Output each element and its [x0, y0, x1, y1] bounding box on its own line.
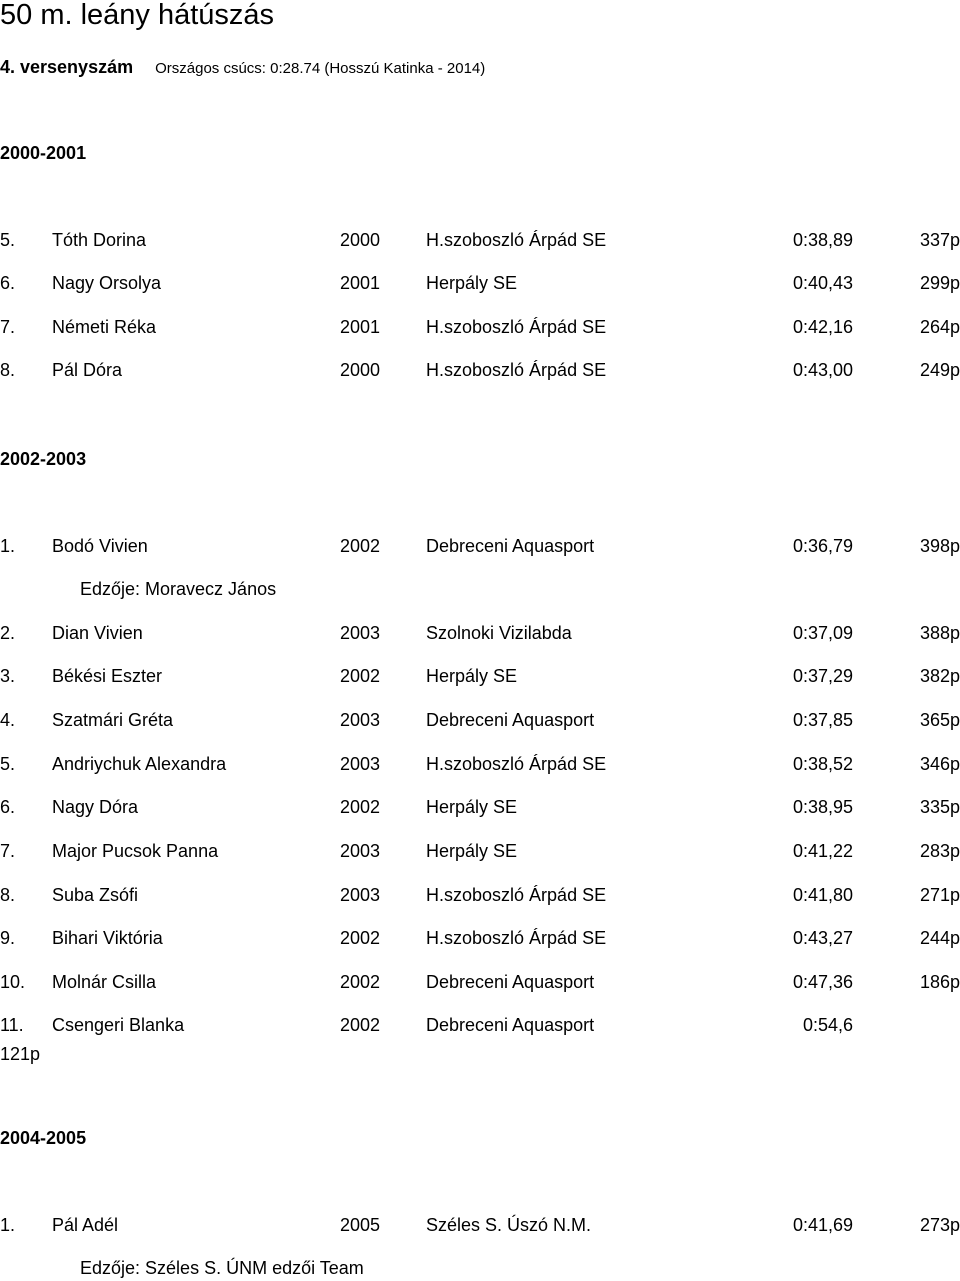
club: Debreceni Aquasport — [426, 972, 595, 992]
birth-year: 2002 — [340, 797, 381, 817]
birth-year: 2002 — [340, 666, 381, 686]
swimmer-name: Pál Adél — [52, 1215, 119, 1235]
birth-year: 2003 — [340, 841, 381, 861]
birth-year: 2005 — [340, 1215, 381, 1235]
club: H.szoboszló Árpád SE — [426, 317, 607, 337]
swimmer-name: Németi Réka — [52, 317, 157, 337]
place: 7. — [0, 841, 16, 861]
birth-year: 2001 — [340, 273, 381, 293]
result-row — [0, 708, 960, 732]
place: 9. — [0, 928, 16, 948]
club: Herpály SE — [426, 841, 518, 861]
birth-year: 2001 — [340, 317, 381, 337]
swimmer-name: Békési Eszter — [52, 666, 163, 686]
place: 6. — [0, 797, 16, 817]
result-row — [0, 883, 960, 907]
points: 186p — [919, 972, 960, 992]
time: 0:37,85 — [792, 710, 853, 730]
result-row — [0, 839, 960, 863]
points: 335p — [919, 797, 960, 817]
place: 2. — [0, 623, 16, 643]
time: 0:37,09 — [792, 623, 853, 643]
club: H.szoboszló Árpád SE — [426, 754, 607, 774]
time: 0:54,6 — [802, 1015, 853, 1035]
swimmer-name: Molnár Csilla — [52, 972, 157, 992]
club: Debreceni Aquasport — [426, 536, 595, 556]
swimmer-name: Andriychuk Alexandra — [52, 754, 227, 774]
result-row — [0, 795, 960, 819]
points: 388p — [919, 623, 960, 643]
place: 5. — [0, 754, 16, 774]
result-row — [0, 534, 960, 558]
event-info — [0, 55, 485, 81]
time: 0:41,80 — [792, 885, 853, 905]
coach-note: Edzője: Széles S. ÚNM edzői Team — [80, 1258, 364, 1278]
swimmer-name: Csengeri Blanka — [52, 1015, 185, 1035]
time: 0:38,95 — [792, 797, 853, 817]
club: Herpály SE — [426, 666, 518, 686]
club: Debreceni Aquasport — [426, 1015, 595, 1035]
points: 249p — [919, 360, 960, 380]
age-group-heading: 2000-2001 — [0, 143, 87, 163]
club: Szolnoki Vizilabda — [426, 623, 572, 643]
place: 3. — [0, 666, 16, 686]
birth-year: 2003 — [340, 885, 381, 905]
points: 121p — [0, 1044, 41, 1064]
club: Herpály SE — [426, 273, 518, 293]
place: 8. — [0, 885, 16, 905]
time: 0:38,89 — [792, 230, 853, 250]
time: 0:41,22 — [792, 841, 853, 861]
result-row — [0, 752, 960, 776]
points: 337p — [919, 230, 960, 250]
swimmer-name: Major Pucsok Panna — [52, 841, 219, 861]
place: 8. — [0, 360, 16, 380]
place: 7. — [0, 317, 16, 337]
result-row — [0, 970, 960, 994]
birth-year: 2002 — [340, 928, 381, 948]
points: 244p — [919, 928, 960, 948]
swimmer-name: Nagy Dóra — [52, 797, 139, 817]
place: 1. — [0, 1215, 16, 1235]
place: 6. — [0, 273, 16, 293]
birth-year: 2000 — [340, 230, 381, 250]
swimmer-name: Bihari Viktória — [52, 928, 163, 948]
points: 283p — [919, 841, 960, 861]
result-row — [0, 228, 960, 252]
age-group-heading: 2004-2005 — [0, 1128, 87, 1148]
swimmer-name: Nagy Orsolya — [52, 273, 162, 293]
club: Széles S. Úszó N.M. — [426, 1215, 592, 1235]
national-record: Országos csúcs: 0:28.74 (Hosszú Katinka - 2014) — [155, 60, 486, 77]
result-row — [0, 1013, 960, 1037]
swimmer-name: Szatmári Gréta — [52, 710, 174, 730]
club: H.szoboszló Árpád SE — [426, 230, 607, 250]
result-row — [0, 1213, 960, 1237]
birth-year: 2002 — [340, 1015, 381, 1035]
place: 11. — [0, 1015, 24, 1035]
birth-year: 2002 — [340, 536, 381, 556]
result-row — [0, 315, 960, 339]
points: 365p — [919, 710, 960, 730]
time: 0:43,00 — [792, 360, 853, 380]
points: 299p — [919, 273, 960, 293]
time: 0:36,79 — [792, 536, 853, 556]
time: 0:37,29 — [792, 666, 853, 686]
club: H.szoboszló Árpád SE — [426, 885, 607, 905]
time: 0:47,36 — [792, 972, 853, 992]
result-row — [0, 271, 960, 295]
club: H.szoboszló Árpád SE — [426, 360, 607, 380]
event-number: 4. versenyszám — [0, 57, 134, 77]
swimmer-name: Pál Dóra — [52, 360, 123, 380]
time: 0:42,16 — [792, 317, 853, 337]
page-title: 50 m. leány hátúszás — [0, 0, 275, 31]
points: 264p — [919, 317, 960, 337]
result-row — [0, 621, 960, 645]
place: 5. — [0, 230, 16, 250]
swimmer-name: Dian Vivien — [52, 623, 143, 643]
points: 273p — [919, 1215, 960, 1235]
time: 0:41,69 — [792, 1215, 853, 1235]
time: 0:40,43 — [792, 273, 853, 293]
points: 271p — [919, 885, 960, 905]
time: 0:43,27 — [792, 928, 853, 948]
birth-year: 2002 — [340, 972, 381, 992]
result-row — [0, 926, 960, 950]
birth-year: 2000 — [340, 360, 381, 380]
birth-year: 2003 — [340, 754, 381, 774]
result-row — [0, 664, 960, 688]
time: 0:38,52 — [792, 754, 853, 774]
place: 1. — [0, 536, 16, 556]
club: H.szoboszló Árpád SE — [426, 928, 607, 948]
birth-year: 2003 — [340, 710, 381, 730]
club: Debreceni Aquasport — [426, 710, 595, 730]
age-group-heading: 2002-2003 — [0, 449, 87, 469]
coach-note: Edzője: Moravecz János — [80, 579, 277, 599]
points: 382p — [919, 666, 960, 686]
swimmer-name: Suba Zsófi — [52, 885, 139, 905]
points: 398p — [919, 536, 960, 556]
club: Herpály SE — [426, 797, 518, 817]
swimmer-name: Bodó Vivien — [52, 536, 148, 556]
result-row — [0, 358, 960, 382]
birth-year: 2003 — [340, 623, 381, 643]
place: 10. — [0, 972, 26, 992]
swimmer-name: Tóth Dorina — [52, 230, 147, 250]
place: 4. — [0, 710, 16, 730]
points: 346p — [919, 754, 960, 774]
